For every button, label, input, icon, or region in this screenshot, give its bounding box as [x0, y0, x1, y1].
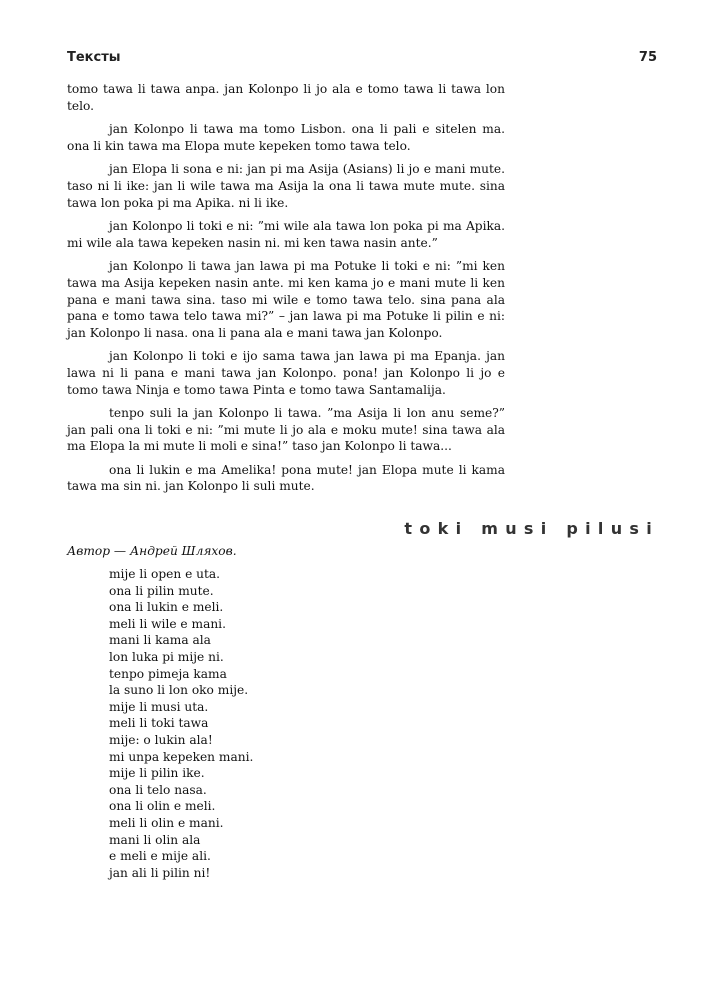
story-body: [67, 81, 505, 502]
poem-line: mije: o lukin ala!: [109, 732, 213, 747]
poem: [109, 566, 253, 881]
author-credit: Автор — Андрей Шляхов.: [67, 544, 237, 558]
paragraph: jan Kolonpo li toki e ni: ”mi wile ala tawa lon poka pi ma Apika. mi wile ala tawa kepeken nasin ni. mi ken tawa nasin ante.”: [67, 219, 505, 250]
paragraph: jan Kolonpo li tawa jan lawa pi ma Potuke li toki e ni: ”mi ken tawa ma Asija kepeken nasin ante. mi ken kama jo e mani mute li ken pana e mani tawa sina. taso mi wile e tomo tawa telo. sina pana ala pana e tomo tawa telo tawa mi?” – jan lawa pi ma Potuke li pilin e ni: jan Kolonpo li nasa. ona li pana ala e mani tawa jan Kolonpo.: [67, 259, 505, 340]
poem-line: tenpo pimeja kama: [109, 666, 227, 681]
poem-line: lon luka pi mije ni.: [109, 649, 224, 664]
poem-line: ona li lukin e meli.: [109, 600, 224, 615]
poem-line: ona li pilin mute.: [109, 583, 214, 598]
poem-line: mani li kama ala: [109, 633, 211, 648]
poem-line: la suno li lon oko mije.: [109, 683, 249, 698]
poem-line: jan ali li pilin ni!: [109, 865, 211, 880]
poem-line: meli li wile e mani.: [109, 616, 226, 631]
poem-line: mani li olin ala: [109, 832, 201, 847]
paragraph: ona li lukin e ma Amelika! pona mute! jan Elopa mute li kama tawa ma sin ni. jan Kolonpo li suli mute.: [67, 462, 505, 494]
poem-line: meli li olin e mani.: [109, 815, 224, 830]
poem-line: ona li olin e meli.: [109, 799, 216, 814]
paragraph: tomo tawa li tawa anpa. jan Kolonpo li jo ala e tomo tawa li tawa lon telo.: [67, 82, 505, 113]
section-title: toki musi pilusi: [404, 519, 659, 538]
paragraph: jan Kolonpo li tawa ma tomo Lisbon. ona li pali e sitelen ma. ona li kin tawa ma Elopa mute kepeken tomo tawa telo.: [67, 122, 505, 153]
poem-line: ona li telo nasa.: [109, 782, 207, 797]
poem-line: mi unpa kepeken mani.: [109, 749, 254, 764]
poem-line: mije li pilin ike.: [109, 766, 205, 781]
paragraph: tenpo suli la jan Kolonpo li tawa. ”ma Asija li lon anu seme?” jan pali ona li toki e ni: ”mi mute li jo ala e moku mute! sina tawa ala ma Elopa la mi mute li moli e sina!” taso jan Kolonpo li tawa...: [67, 406, 505, 454]
paragraph: jan Kolonpo li toki e ijo sama tawa jan lawa pi ma Epanja. jan lawa ni li pana e mani tawa jan Kolonpo. pona! jan Kolonpo li jo e tomo tawa Ninja e tomo tawa Pinta e tomo tawa Santamalija.: [67, 349, 505, 397]
running-header-section: Тексты: [67, 50, 121, 65]
poem-line: mije li musi uta.: [109, 699, 209, 714]
paragraph: jan Elopa li sona e ni: jan pi ma Asija (Asians) li jo e mani mute. taso ni li ike: jan li wile tawa ma Asija la ona li tawa mute mute. sina tawa lon poka pi ma Apika. ni li ike.: [67, 162, 505, 210]
page-number: 75: [638, 50, 657, 65]
poem-line: mije li open e uta.: [109, 567, 221, 581]
poem-line: meli li toki tawa: [109, 716, 209, 731]
poem-line: e meli e mije ali.: [109, 849, 211, 864]
